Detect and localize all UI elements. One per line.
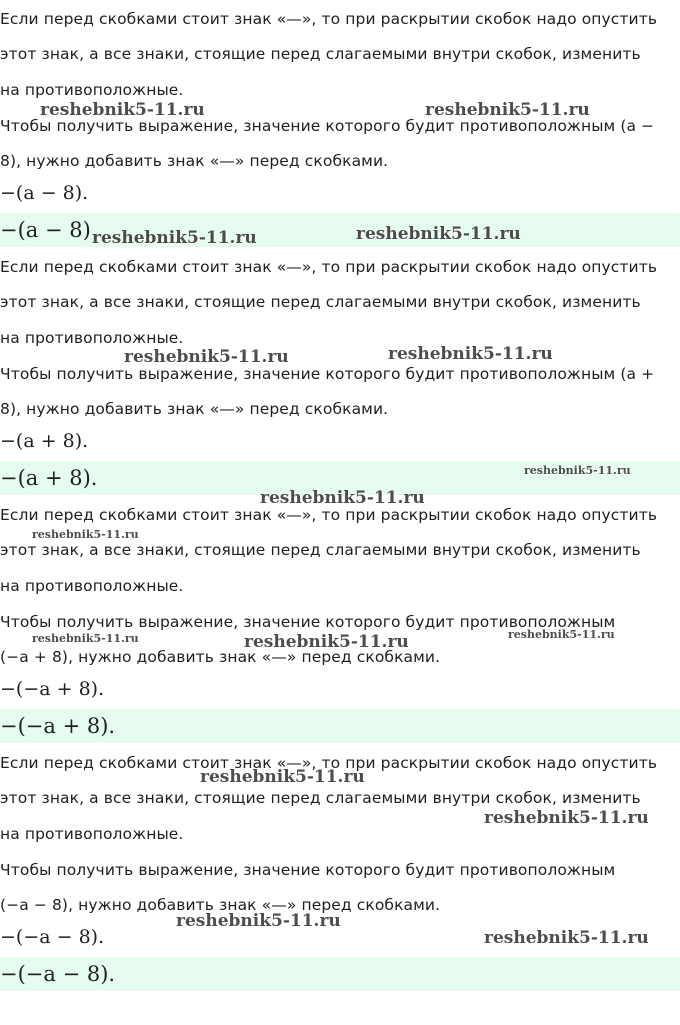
rule-line-3: на противоположные.	[0, 81, 184, 99]
expression: −(a + 8).	[0, 430, 89, 452]
watermark-logo: reshebnik5-11.ru	[32, 632, 139, 645]
watermark-logo: reshebnik5-11.ru	[425, 100, 590, 120]
watermark-logo: reshebnik5-11.ru	[200, 767, 365, 787]
expression: −(a − 8).	[0, 182, 89, 204]
rule-line-3: на противоположные.	[0, 577, 184, 595]
watermark-logo: reshebnik5-11.ru	[124, 347, 289, 367]
watermark-logo: reshebnik5-11.ru	[32, 528, 139, 541]
answer-box	[0, 709, 680, 743]
answer-text: −(−a − 8).	[0, 962, 116, 986]
explain-line-2: 8), нужно добавить знак «—» перед скобками.	[0, 400, 389, 418]
answer-box	[0, 957, 680, 991]
watermark-logo: reshebnik5-11.ru	[508, 628, 615, 641]
watermark-logo: reshebnik5-11.ru	[524, 464, 631, 477]
rule-line-2: этот знак, а все знаки, стоящие перед слагаемыми внутри скобок, изменить	[0, 789, 641, 807]
expression: −(−a + 8).	[0, 678, 105, 700]
rule-line-1: Если перед скобками стоит знак «—», то при раскрытии скобок надо опустить	[0, 754, 658, 772]
rule-line-2: этот знак, а все знаки, стоящие перед слагаемыми внутри скобок, изменить	[0, 541, 641, 559]
explain-line-1: Чтобы получить выражение, значение которого будит противоположным (a −	[0, 117, 655, 135]
watermark-logo: reshebnik5-11.ru	[244, 632, 409, 652]
answer-text: −(a + 8).	[0, 466, 98, 490]
watermark-logo: reshebnik5-11.ru	[356, 224, 521, 244]
watermark-logo: reshebnik5-11.ru	[40, 100, 205, 120]
watermark-logo: reshebnik5-11.ru	[176, 911, 341, 931]
answer-text: −(a − 8)	[0, 218, 91, 242]
explain-line-1: Чтобы получить выражение, значение которого будит противоположным (a +	[0, 365, 655, 383]
watermark-logo: reshebnik5-11.ru	[260, 488, 425, 508]
watermark-logo: reshebnik5-11.ru	[388, 344, 553, 364]
rule-line-3: на противоположные.	[0, 329, 184, 347]
rule-line-1: Если перед скобками стоит знак «—», то при раскрытии скобок надо опустить	[0, 506, 658, 524]
rule-line-3: на противоположные.	[0, 825, 184, 843]
rule-line-2: этот знак, а все знаки, стоящие перед слагаемыми внутри скобок, изменить	[0, 45, 641, 63]
answer-text: −(−a + 8).	[0, 714, 116, 738]
explain-line-1: Чтобы получить выражение, значение которого будит противоположным	[0, 861, 616, 879]
explain-line-1: Чтобы получить выражение, значение которого будит противоположным	[0, 613, 616, 631]
expression: −(−a − 8).	[0, 926, 105, 948]
rule-line-1: Если перед скобками стоит знак «—», то при раскрытии скобок надо опустить	[0, 10, 658, 28]
explain-line-2: 8), нужно добавить знак «—» перед скобками.	[0, 152, 389, 170]
watermark-logo: reshebnik5-11.ru	[484, 808, 649, 828]
rule-line-2: этот знак, а все знаки, стоящие перед слагаемыми внутри скобок, изменить	[0, 293, 641, 311]
watermark-logo: reshebnik5-11.ru	[92, 228, 257, 248]
explain-line-2: (−a + 8), нужно добавить знак «—» перед скобками.	[0, 648, 441, 666]
explain-line-2: (−a − 8), нужно добавить знак «—» перед скобками.	[0, 896, 441, 914]
rule-line-1: Если перед скобками стоит знак «—», то при раскрытии скобок надо опустить	[0, 258, 658, 276]
watermark-logo: reshebnik5-11.ru	[484, 928, 649, 948]
